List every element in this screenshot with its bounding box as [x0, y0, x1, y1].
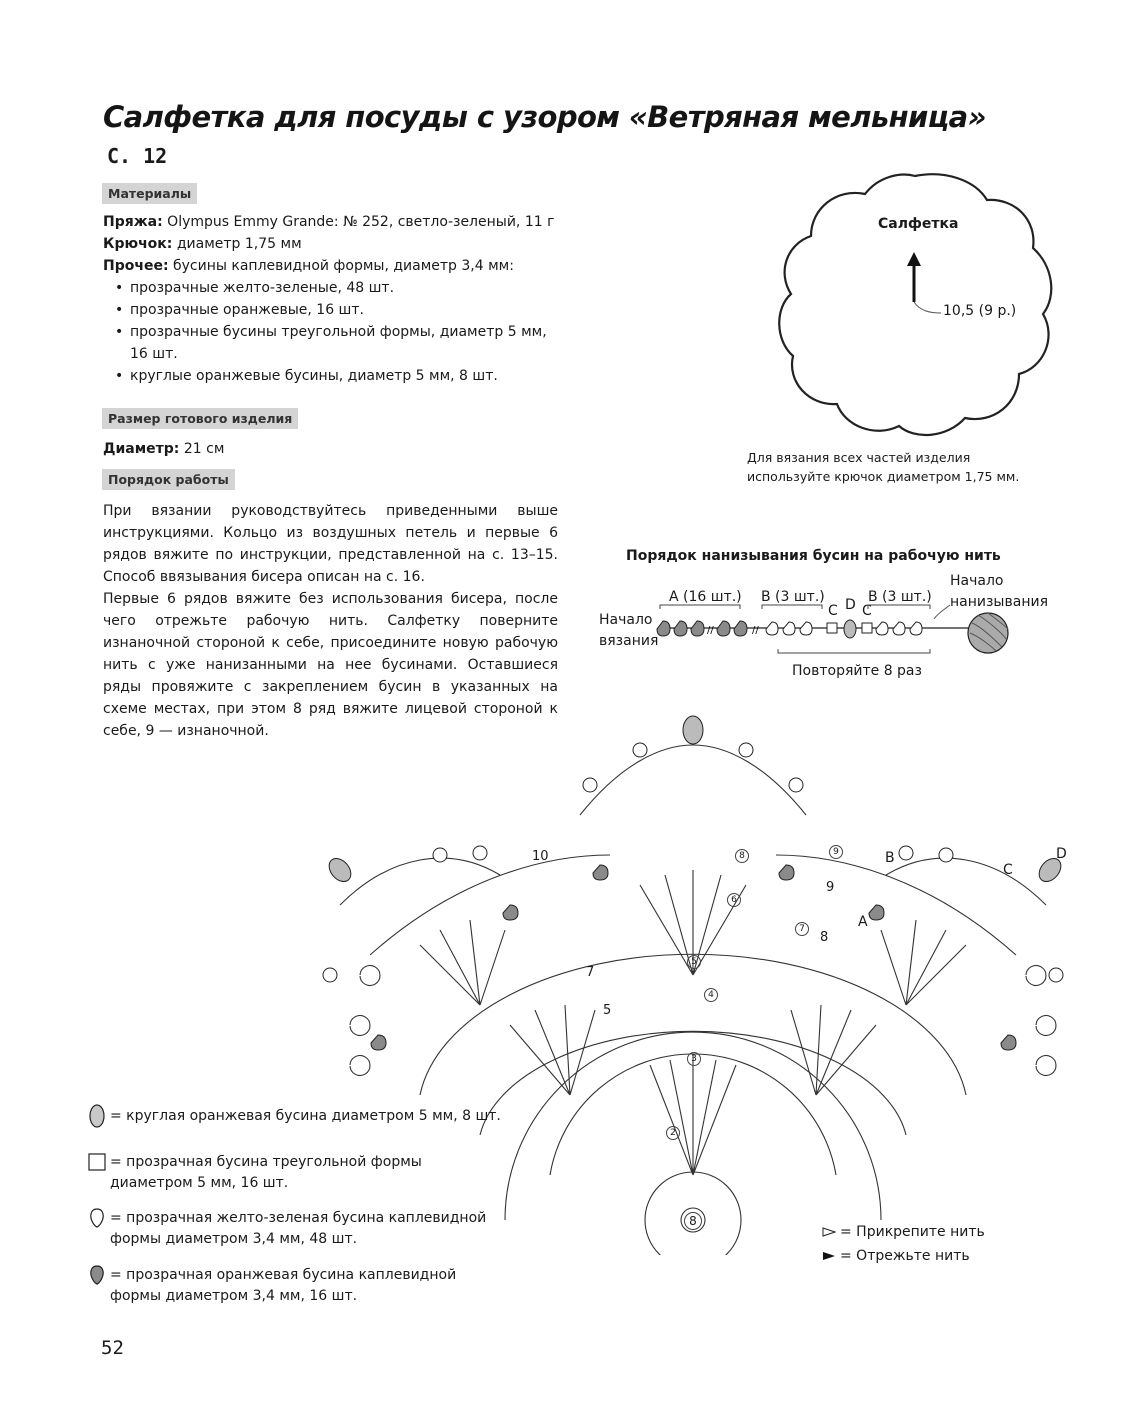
other-label: Прочее: — [103, 258, 169, 274]
legend-triangle-text-2: диаметром 5 мм, 16 шт. — [110, 1175, 289, 1191]
bead-letter-c: C — [1003, 862, 1013, 878]
legend-drop-orange — [88, 1264, 456, 1307]
legend-drop-orange-text-2: формы диаметром 3,4 мм, 16 шт. — [110, 1288, 358, 1304]
bead-list-item: • прозрачные бусины треугольной формы, диаметр 5 мм, 16 шт. — [115, 321, 550, 365]
circled-row-6: 6 — [727, 893, 741, 907]
hook-note-line-1: Для вязания всех частей изделия — [747, 450, 971, 465]
round-bead-icon — [88, 1103, 106, 1129]
bead-list-item: • прозрачные желто-зеленые, 48 шт. — [115, 277, 563, 299]
materials-heading: Материалы — [102, 183, 197, 204]
d-label: D — [845, 597, 856, 613]
legend-attach — [822, 1222, 985, 1243]
bead-list-item: • прозрачные оранжевые, 16 шт. — [115, 299, 563, 321]
legend-triangle — [88, 1152, 422, 1194]
bead-list — [103, 277, 563, 387]
circled-row-4: 4 — [704, 988, 718, 1002]
start-stringing-line-2: нанизывания — [950, 594, 1048, 610]
hook-note-line-2: используйте крючок диаметром 1,75 мм. — [747, 469, 1020, 484]
cut-thread-icon — [822, 1251, 836, 1261]
legend-triangle-text-1: = прозрачная бусина треугольной формы — [110, 1154, 422, 1170]
bead-letter-a: A — [858, 914, 868, 930]
start-stringing-line-1: Начало — [950, 573, 1004, 589]
legend-drop-green-text-2: формы диаметром 3,4 мм, 48 шт. — [110, 1231, 358, 1247]
legend-drop-green — [88, 1207, 486, 1250]
circled-row-7: 7 — [795, 922, 809, 936]
c1-label: C — [828, 603, 838, 619]
doily-label: Салфетка — [878, 216, 959, 232]
triangle-bead-icon — [88, 1153, 106, 1171]
other-value: бусины каплевидной формы, диаметр 3,4 мм: — [168, 258, 514, 274]
row-label-7: 7 — [586, 965, 595, 980]
bead-letter-b: B — [885, 850, 895, 866]
procedure-paragraph-1: При вязании руководствуйтесь приведенными выше инструкциями. Кольцо из воздушных петель и первые 6 рядов вяжите по инструкции, представленной на с. 13–15. Способ ввязывания бисера описан на с. 16. — [103, 503, 558, 585]
legend-drop-green-text-1: = прозрачная желто-зеленая бусина каплевидной — [110, 1210, 487, 1226]
bead-order-title: Порядок нанизывания бусин на рабочую нить — [626, 548, 1001, 564]
legend-round-orange — [88, 1103, 501, 1129]
hook-value: диаметр 1,75 мм — [172, 236, 302, 252]
circled-row-5: 5 — [687, 955, 701, 969]
circled-row-2: 2 — [666, 1126, 680, 1140]
repeat-label: Повторяйте 8 раз — [792, 663, 922, 679]
c2-label: C — [862, 603, 872, 619]
procedure-heading: Порядок работы — [102, 469, 235, 490]
circled-row-9: 9 — [829, 845, 843, 859]
start-knitting-line-1: Начало — [599, 612, 653, 628]
page-number: 52 — [101, 1337, 124, 1359]
hook-label: Крючок: — [103, 236, 173, 252]
circled-row-3: 3 — [687, 1052, 701, 1066]
group-b2-label: B (3 шт.) — [868, 589, 932, 605]
bead-list-item: • круглые оранжевые бусины, диаметр 5 мм, 8 шт. — [115, 365, 563, 387]
bead-string-diagram — [600, 585, 1030, 665]
group-b1-label: B (3 шт.) — [761, 589, 825, 605]
orange-drop-bead-icon — [88, 1264, 106, 1286]
svg-text://: // — [707, 625, 714, 636]
page-reference: С. 12 — [107, 144, 168, 168]
yarn-value: Olympus Emmy Grande: № 252, светло-зеленый, 11 г — [162, 214, 555, 230]
bead-letter-d: D — [1056, 846, 1067, 862]
start-knitting-line-2: вязания — [599, 633, 659, 649]
page-title: Салфетка для посуды с узором «Ветряная мельница» — [103, 100, 986, 134]
clear-drop-bead-icon — [88, 1207, 106, 1229]
procedure-paragraph-2: Первые 6 рядов вяжите без использования бисера, после чего отрежьте рабочую нить. Салфетку поверните изнаночной стороной к себе, присоедините новую рабочую нить с уже нанизанными на нее бусинами. Оставшиеся ряды провяжите с закреплением бусин в указанных на схеме местах, при этом 8 ряд вяжите лицевой стороной к себе, 9 — изнаночной. — [103, 591, 558, 739]
doily-measure: 10,5 (9 р.) — [943, 303, 1017, 319]
legend-attach-text: = Прикрепите нить — [840, 1224, 985, 1240]
materials-block — [103, 211, 563, 387]
attach-thread-icon — [822, 1227, 836, 1237]
diameter-label: Диаметр: — [103, 441, 180, 457]
circled-row-8: 8 — [735, 849, 749, 863]
legend-cut-text: = Отрежьте нить — [840, 1248, 970, 1264]
hook-note — [747, 448, 1019, 486]
group-a-label: A (16 шт.) — [669, 589, 742, 605]
diameter-value: 21 см — [179, 441, 225, 457]
yarn-ball-icon — [968, 613, 1008, 653]
legend-drop-orange-text-1: = прозрачная оранжевая бусина каплевидной — [110, 1267, 457, 1283]
size-block — [103, 438, 224, 460]
row-label-9: 9 — [826, 880, 835, 895]
yarn-label: Пряжа: — [103, 214, 163, 230]
legend-cut — [822, 1246, 970, 1267]
svg-text://: // — [752, 625, 759, 636]
crochet-chart — [310, 705, 1080, 1255]
row-label-8: 8 — [820, 930, 829, 945]
legend-round-orange-text: = круглая оранжевая бусина диаметром 5 мм, 8 шт. — [110, 1108, 501, 1124]
row-label-10: 10 — [532, 849, 549, 864]
row-label-5: 5 — [603, 1003, 612, 1018]
circled-center-8: 8 — [684, 1212, 702, 1230]
size-heading: Размер готового изделия — [102, 408, 298, 429]
